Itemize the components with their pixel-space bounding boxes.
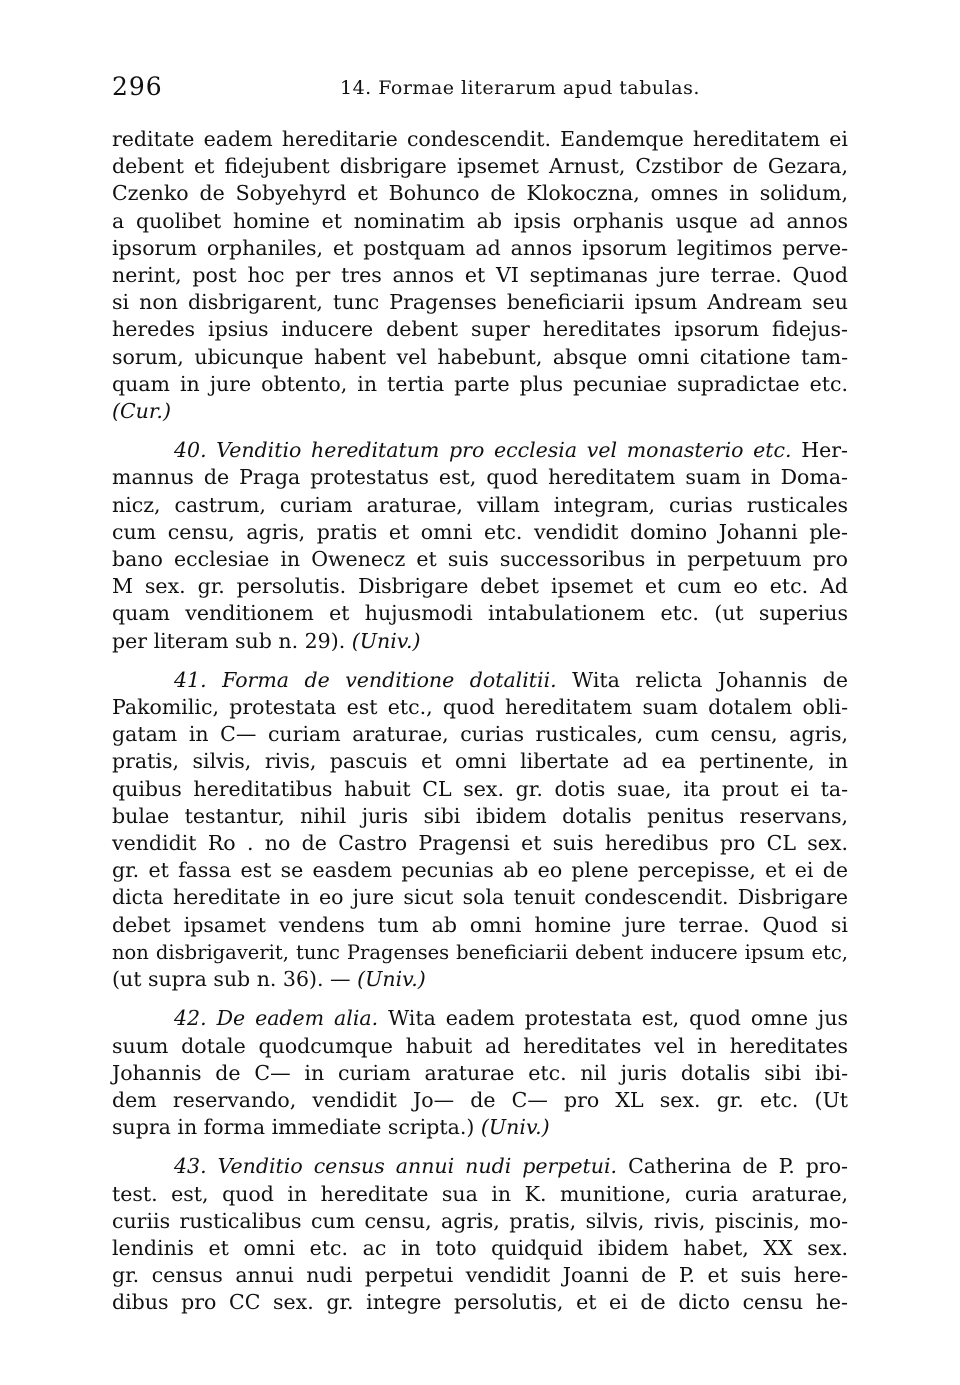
text-line: quam in jure obtento, in tertia parte plus pecuniae supradictae etc. xyxy=(112,371,848,396)
text-line: ipsorum orphaniles, et postquam ad annos ipsorum legitimos perve- xyxy=(112,235,848,260)
text-line: nerint, post hoc per tres annos et VI septimanas jure terrae. Quod xyxy=(112,263,848,288)
text-line: pratis, silvis, rivis, pascuis et omni libertate ad ea pertinente, in xyxy=(112,749,848,774)
page-header xyxy=(112,72,848,102)
text-line: suum dotale quodcumque habuit ad hereditates vel in hereditates xyxy=(112,1033,848,1058)
text-line: Czenko de Sobyehyrd et Bohunco de Klokoczna, omnes in solidum, xyxy=(112,181,848,206)
text-line: curiis rusticalibus cum censu, agris, pratis, silvis, rivis, piscinis, mo- xyxy=(112,1208,848,1233)
formula-number: 41. xyxy=(174,667,207,692)
text-line: reditate eadem hereditarie condescendit. Eandemque hereditatem ei xyxy=(112,127,848,151)
text-run: Catherina de P. pro- xyxy=(628,1154,848,1179)
text-line: bulae testantur, nihil juris sibi ibidem dotalis penitus reservans, xyxy=(112,803,848,828)
text-line: gatam in C— curiam araturae, curias rusticales, cum censu, agris, xyxy=(112,722,848,747)
formula-title: Venditio hereditatum pro ecclesia vel monasterio etc. xyxy=(216,438,792,463)
text-line xyxy=(112,1114,848,1141)
text-line: nicz, castrum, curiam araturae, villam integram, curias rusticales xyxy=(112,492,848,517)
text-line: si non disbrigarent, tunc Pragenses beneficiarii ipsum Andream seu xyxy=(112,290,848,315)
text-line: gr. census annui nudi perpetui vendidit Joanni de P. et suis here- xyxy=(112,1263,848,1288)
text-line: cum censu, agris, pratis et omni etc. vendidit domino Johanni ple- xyxy=(112,519,848,544)
text-line xyxy=(112,437,848,464)
formula-40 xyxy=(112,437,848,655)
formula-41 xyxy=(112,667,848,993)
text-run: supra in forma immediate scripta.) xyxy=(112,1115,475,1140)
text-run: (ut supra sub n. 36). — xyxy=(112,967,351,992)
text-line xyxy=(112,398,848,425)
source-citation: (Cur.) xyxy=(112,399,171,424)
text-line: quibus hereditatibus habuit CL sex. gr. dotis suae, ita prout ei ta- xyxy=(112,776,848,801)
text-line xyxy=(112,966,848,993)
text-run: Her- xyxy=(801,438,848,463)
formula-number: 42. xyxy=(174,1006,207,1031)
formula-title: Venditio census annui nudi perpetui. xyxy=(217,1154,618,1179)
source-citation: (Univ.) xyxy=(351,628,421,653)
text-line: non disbrigaverit, tunc Pragenses beneficiarii debent inducere ipsum etc, xyxy=(112,940,848,964)
text-run: per literam sub n. 29). xyxy=(112,628,346,653)
formula-number: 40. xyxy=(174,438,207,463)
text-line: mannus de Praga protestatus est, quod hereditatem suam in Doma- xyxy=(112,465,848,490)
text-line: gr. et fassa est se easdem pecunias ab eo plene percepisse, et ei de xyxy=(112,858,848,883)
paragraph-continuation xyxy=(112,126,848,425)
text-line: M sex. gr. persolutis. Disbrigare debet ipsemet et cum eo etc. Ad xyxy=(112,574,848,599)
running-head: 14. Formae literarum apud tabulas. xyxy=(340,77,700,99)
text-line xyxy=(112,1005,848,1032)
text-line xyxy=(112,667,848,694)
text-run: Wita eadem protestata est, quod omne jus xyxy=(388,1006,848,1031)
formula-42 xyxy=(112,1005,848,1141)
text-line: dem reservando, vendidit Jo— de C— pro XL sex. gr. etc. (Ut xyxy=(112,1087,848,1112)
text-line: dibus pro CC sex. gr. integre persolutis, et ei de dicto censu he- xyxy=(112,1290,848,1315)
page-number: 296 xyxy=(112,72,163,101)
text-line: test. est, quod in hereditate sua in K. munitione, curia araturae, xyxy=(112,1181,848,1206)
text-line: dicta hereditate in eo jure sicut sola tenuit condescendit. Disbrigare xyxy=(112,885,848,910)
text-line: debent et fidejubent disbrigare ipsemet Arnust, Czstibor de Gezara, xyxy=(112,154,848,179)
text-line: Pakomilic, protestata est etc., quod hereditatem suam dotalem obli- xyxy=(112,695,848,720)
text-line: vendidit Ro . no de Castro Pragensi et suis heredibus pro CL sex. xyxy=(112,831,848,856)
text-line: a quolibet homine et nominatim ab ipsis orphanis usque ad annos xyxy=(112,208,848,233)
text-line xyxy=(112,628,848,655)
text-run: Wita relicta Johannis de xyxy=(572,667,848,692)
text-line: heredes ipsius inducere debent super hereditates ipsorum fidejus- xyxy=(112,317,848,342)
formula-title: De eadem alia. xyxy=(216,1006,379,1031)
formula-number: 43. xyxy=(174,1154,207,1179)
text-line: Johannis de C— in curiam araturae etc. nil juris dotalis sibi ibi- xyxy=(112,1060,848,1085)
formula-43 xyxy=(112,1153,848,1316)
formula-title: Forma de venditione dotalitii. xyxy=(222,667,557,692)
source-citation: (Univ.) xyxy=(357,967,426,992)
page-body xyxy=(112,126,848,1317)
text-line: lendinis et omni etc. ac in toto quidquid ibidem habet, XX sex. xyxy=(112,1235,848,1260)
text-line: quam venditionem et hujusmodi intabulationem etc. (ut superius xyxy=(112,601,848,626)
text-line xyxy=(112,1153,848,1180)
source-citation: (Univ.) xyxy=(480,1115,550,1140)
text-line: bano ecclesiae in Owenecz et suis successoribus in perpetuum pro xyxy=(112,547,848,572)
text-line: sorum, ubicunque habent vel habebunt, absque omni citatione tam- xyxy=(112,344,848,369)
text-line: debet ipsamet vendens tum ab omni homine jure terrae. Quod si xyxy=(112,912,848,937)
